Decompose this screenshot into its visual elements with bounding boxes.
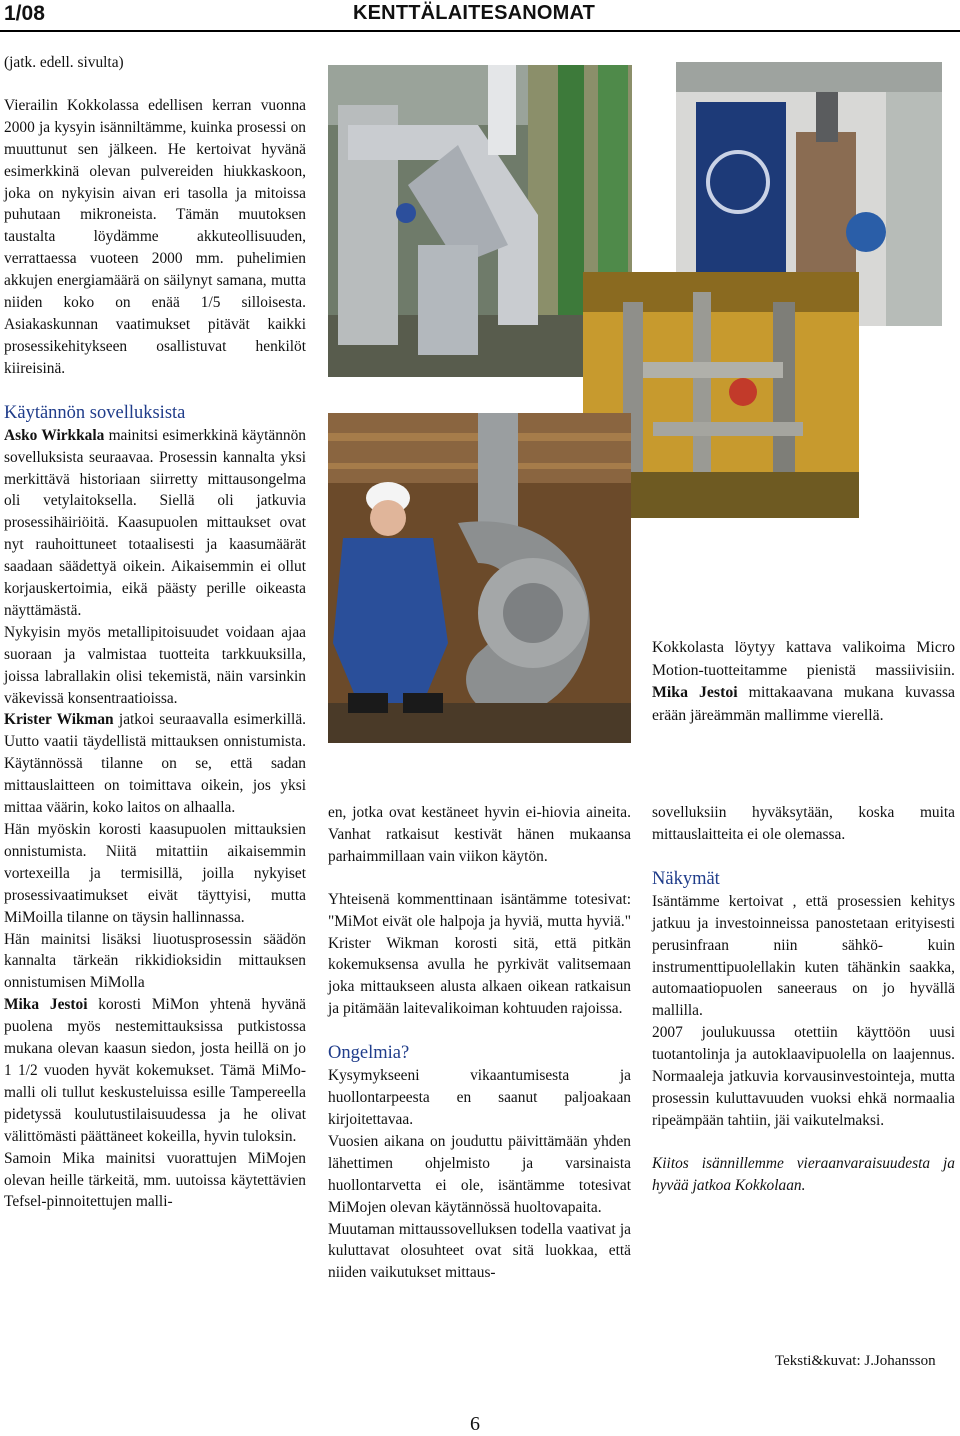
thanks-note bbox=[652, 1153, 955, 1197]
paragraph bbox=[4, 425, 306, 622]
person-name: Mika Jestoi bbox=[652, 684, 738, 701]
continued-note: (jatk. edell. sivulta) bbox=[4, 54, 124, 71]
section-heading: Näkymät bbox=[652, 868, 720, 889]
paragraph: Muutaman mittaussovelluksen todella vaativat ja kuluttavat olosuhteet ovat sitä luokkaa, että niiden vaikutukset mittaus- bbox=[328, 1220, 631, 1282]
issue-number: 1/08 bbox=[4, 2, 45, 25]
page-number: 6 bbox=[470, 1413, 480, 1435]
header-rule bbox=[0, 30, 960, 32]
paragraph bbox=[4, 994, 306, 1147]
paragraph bbox=[4, 709, 306, 819]
photo-engineer-large-meter bbox=[328, 413, 631, 743]
paragraph: en, jotka ovat kestäneet hyvin ei-hiovia aineita. Vanhat ratkaisut kestivät hänen mukaansa parhaimmillaan vain viikon käytön. bbox=[328, 804, 631, 865]
paragraph-text: mainitsi esimerkkinä käytännön sovelluksista seuraavaa. Prosessin kannalta yksi merkittävä historiaan siirretty mittausongelma oli vetylaitoksella. Siellä oli jatkuvia prosessihäiriöitä. Kaasupuolen mittaukset ovat nyt rauhoittuneet totaalisesti ja kaasumäärät saadaan säädettyä oikein. Aikaisemmin ei ollut korjauskertoimia, eikä päästy perille oikeasta näyttämästä. bbox=[4, 426, 307, 619]
person-name: Krister Wikman bbox=[4, 711, 114, 729]
paragraph: Hän myöskin korosti kaasupuolen mittauksien onnistumista. Niitä mitattiin aikaisemmin vortexeilla ja termisillä, joilla nykyiset prosessivaatimukset eivät täyttyisi, mutta MiMoilla tilanne on täysin hallinnassa. bbox=[4, 821, 306, 926]
section-heading: Ongelmia? bbox=[328, 1043, 410, 1064]
paragraph: Vierailin Kokkolassa edellisen kerran vuonna 2000 ja kysyin isänniltämme, kuinka prosessi on muuttunut sen jälkeen. He kertoivat hyvänä esimerkkinä olevan pulvereiden hiukkaskoon, joka on nykyisin aivan eri tasolla ja mitoissa puhutaan mikroneista. Tämän muutoksen taustalta löydämme akkuteollisuuden, verrattaessa vuoteen 2000 mm. puhelimien akkujen energiamäärä on säilynyt samana, mutta niiden koko on enää 1/5 silloisesta. Asiakaskunnan vaatimukset pitävät kaikki prosessikehitykseen osallistuvat henkilöt kiireisinä. bbox=[4, 96, 306, 377]
paragraph: Yhteisenä kommenttinaan isäntämme totesivat: "MiMot eivät ole halpoja ja hyviä, mutta hyviä." Krister Wikman korosti sitä, että pitkän kokemuksensa avulla he pyrkivät valitsemaan joka mittaukseen alusta alkaen oikean ratkaisun ja pitämään laitevalikoiman kohtuuden rajoissa. bbox=[328, 890, 631, 1018]
person-name: Mika Jestoi bbox=[4, 996, 88, 1014]
paragraph: sovelluksiin hyväksytään, koska muita mittauslaitteita ei ole olemassa. bbox=[652, 804, 955, 843]
credit-line: Teksti&kuvat: J.Johansson bbox=[775, 1353, 936, 1369]
paragraph: Hän mainitsi lisäksi liuotusprosessin säädön kannalta tärkeän rikkidioksidin mittauksen onnistumisen MiMolla bbox=[4, 930, 306, 992]
thanks-text: Kiitos isännillemme vieraanvaraisuudesta ja hyvää jatkoa Kokkolaan. bbox=[652, 1154, 955, 1194]
caption-part: mittakaavana mukana kuvassa erään järeämmän mallimme vierellä. bbox=[652, 684, 955, 724]
publication-title: KENTTÄLAITESANOMAT bbox=[353, 2, 596, 24]
article-column-3 bbox=[652, 802, 955, 1197]
section-heading: Käytännön sovelluksista bbox=[4, 402, 186, 423]
paragraph-text: jatkoi seuraavalla esimerkillä. Uutto vaatii täydellistä mittauksen onnistumista. Käytännössä tilanne on se, että sadan mittauslaitteen on toimittava oikein, jos yksi mittaa väärin, koko laitos on alhaalla. bbox=[4, 711, 306, 817]
article-column-2 bbox=[328, 802, 631, 1284]
caption-text bbox=[652, 637, 955, 727]
paragraph: Kysymykseeni vikaantumisesta ja huollontarpeesta en saanut paljoakaan kirjoitettavaa. bbox=[328, 1067, 631, 1128]
paragraph: 2007 joulukuussa otettiin käyttöön uusi tuotantolinja ja autoklaavipuolella on laajennus. Normaaleja jatkuvia korvausinvestointeja, mutta prosessin kuluttavuuden vuoksi ehkä normaalia ripeämpään tahtiin, jäi vaikutelmaksi. bbox=[652, 1024, 955, 1129]
person-name: Asko Wirkkala bbox=[4, 426, 105, 444]
paragraph-text: korosti MiMon yhtenä hyvänä puolena myös nestemittauksissa putkistossa mukana olevan kaasun siedon, josta heillä on jo 1 1/2 vuoden hyvät kokemukset. Tämä MiMo-malli oli tullut keskusteluissa esille Tampereella pidetyssä koulutustilaisuudessa ja he olivat välittömästi päättäneet kokeilla, hyvin tuloksin. bbox=[4, 996, 306, 1145]
paragraph: Nykyisin myös metallipitoisuudet voidaan ajaa suoraan ja valmistaa tuotteita tarkkuuksilla, joissa labrallakin olisi tekemistä, näin varsinkin väkevissä konsentraatioissa. bbox=[4, 623, 306, 707]
caption-part: Kokkolasta löytyy kattava valikoima Micro Motion-tuotteitamme pienistä massiivisiin. bbox=[652, 639, 955, 679]
paragraph: Samoin Mika mainitsi vuorattujen MiMojen olevan heille tärkeitä, mm. uutoissa käytettävien Tefsel-pinnoitettujen malli- bbox=[4, 1149, 306, 1211]
paragraph: Vuosien aikana on jouduttu päivittämään yhden lähettimen ohjelmisto ja varsinaista huollontarvetta ei ole, isäntämme totesivat MiMojen olevan käytännössä huoltovapaita. bbox=[328, 1132, 631, 1216]
article-column-1 bbox=[4, 52, 306, 1213]
photo-caption bbox=[652, 637, 955, 727]
paragraph: Isäntämme kertoivat , että prosessien kehitys jatkuu ja investoinneissa panostetaan erityisesti perusinfraan niin sähkö- kuin instrumenttipuolellakin kuten tähänkin saakka, automaatiopuolen saneeraus on jo hyvällä mallilla. bbox=[652, 892, 955, 1020]
